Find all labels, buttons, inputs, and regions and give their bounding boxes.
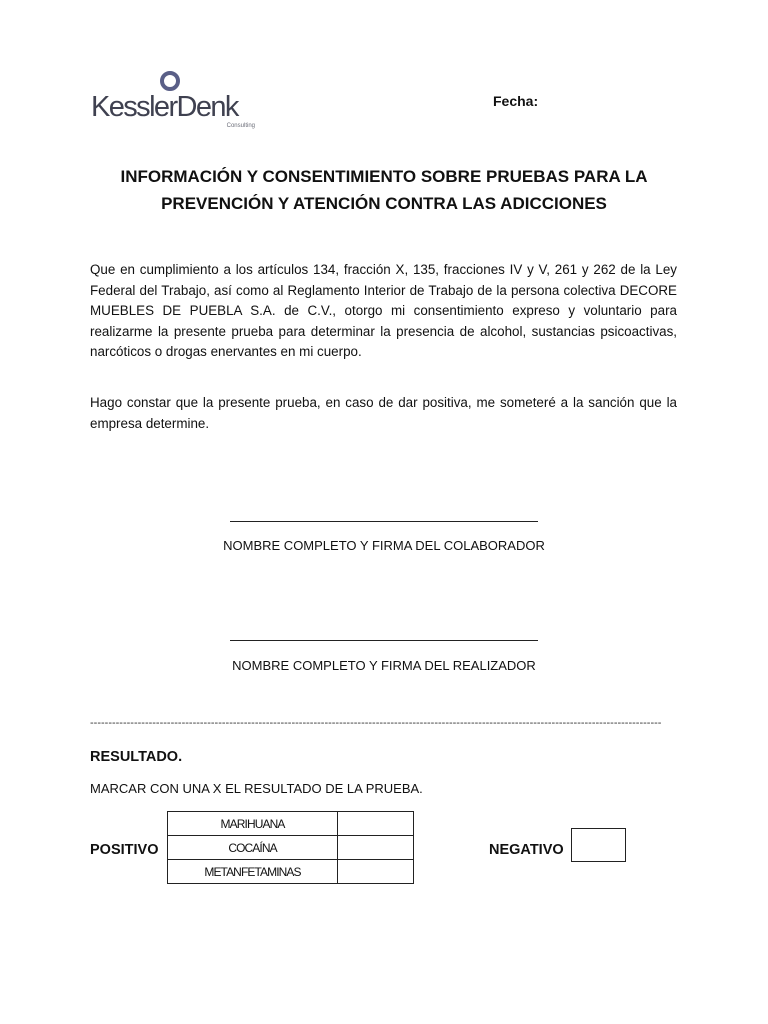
result-instruction: MARCAR CON UNA X EL RESULTADO DE LA PRUEBA. — [90, 781, 423, 796]
logo-wordmark: KesslerDenk — [91, 91, 238, 123]
substance-name: MARIHUANA — [168, 812, 338, 836]
document-title — [84, 163, 684, 217]
company-logo — [91, 63, 257, 131]
sanction-paragraph: Hago constar que la presente prueba, en caso de dar positiva, me someteré a la sanción que la empresa determine. — [90, 395, 677, 431]
positive-label: POSITIVO — [90, 842, 159, 858]
negative-mark-box[interactable] — [571, 828, 626, 862]
table-row — [168, 860, 414, 884]
title-line-2: PREVENCIÓN Y ATENCIÓN CONTRA LAS ADICCIONES — [161, 194, 607, 213]
substance-name: METANFETAMINAS — [168, 860, 338, 884]
title-line-1: INFORMACIÓN Y CONSENTIMIENTO SOBRE PRUEBAS PARA LA — [120, 167, 648, 186]
collaborator-signature-label: NOMBRE COMPLETO Y FIRMA DEL COLABORADOR — [223, 538, 545, 553]
substance-mark-cell[interactable] — [338, 860, 414, 884]
result-heading: RESULTADO. — [90, 749, 183, 765]
table-row — [168, 836, 414, 860]
examiner-signature-label: NOMBRE COMPLETO Y FIRMA DEL REALIZADOR — [232, 658, 536, 673]
negative-label: NEGATIVO — [489, 842, 564, 858]
substance-mark-cell[interactable] — [338, 812, 414, 836]
substance-mark-cell[interactable] — [338, 836, 414, 860]
examiner-signature-line[interactable] — [230, 640, 538, 641]
substance-name: COCAÍNA — [168, 836, 338, 860]
consent-paragraph: Que en cumplimiento a los artículos 134, fracción X, 135, fracciones IV y V, 261 y 262 de la Ley Federal del Trabajo, así como al Reglamento Interior de Trabajo de la persona colectiva DECORE MUEBLES DE PUEBLA S.A. de C.V., otorgo mi consentimiento expreso y voluntario para realizarme la presente prueba para determinar la presencia de alcohol, sustancias psicoactivas, narcóticos o drogas enervantes en mi cuerpo. — [90, 262, 677, 359]
dashed-separator: ------------------------------------------------------------------------------------------------------------------------------------------------------------ — [90, 718, 662, 728]
logo-tagline: Consulting — [226, 123, 255, 129]
table-row — [168, 812, 414, 836]
collaborator-signature-line[interactable] — [230, 521, 538, 522]
logo-ring-icon — [160, 71, 180, 91]
date-label: Fecha: — [493, 93, 539, 109]
substances-table — [167, 811, 414, 884]
